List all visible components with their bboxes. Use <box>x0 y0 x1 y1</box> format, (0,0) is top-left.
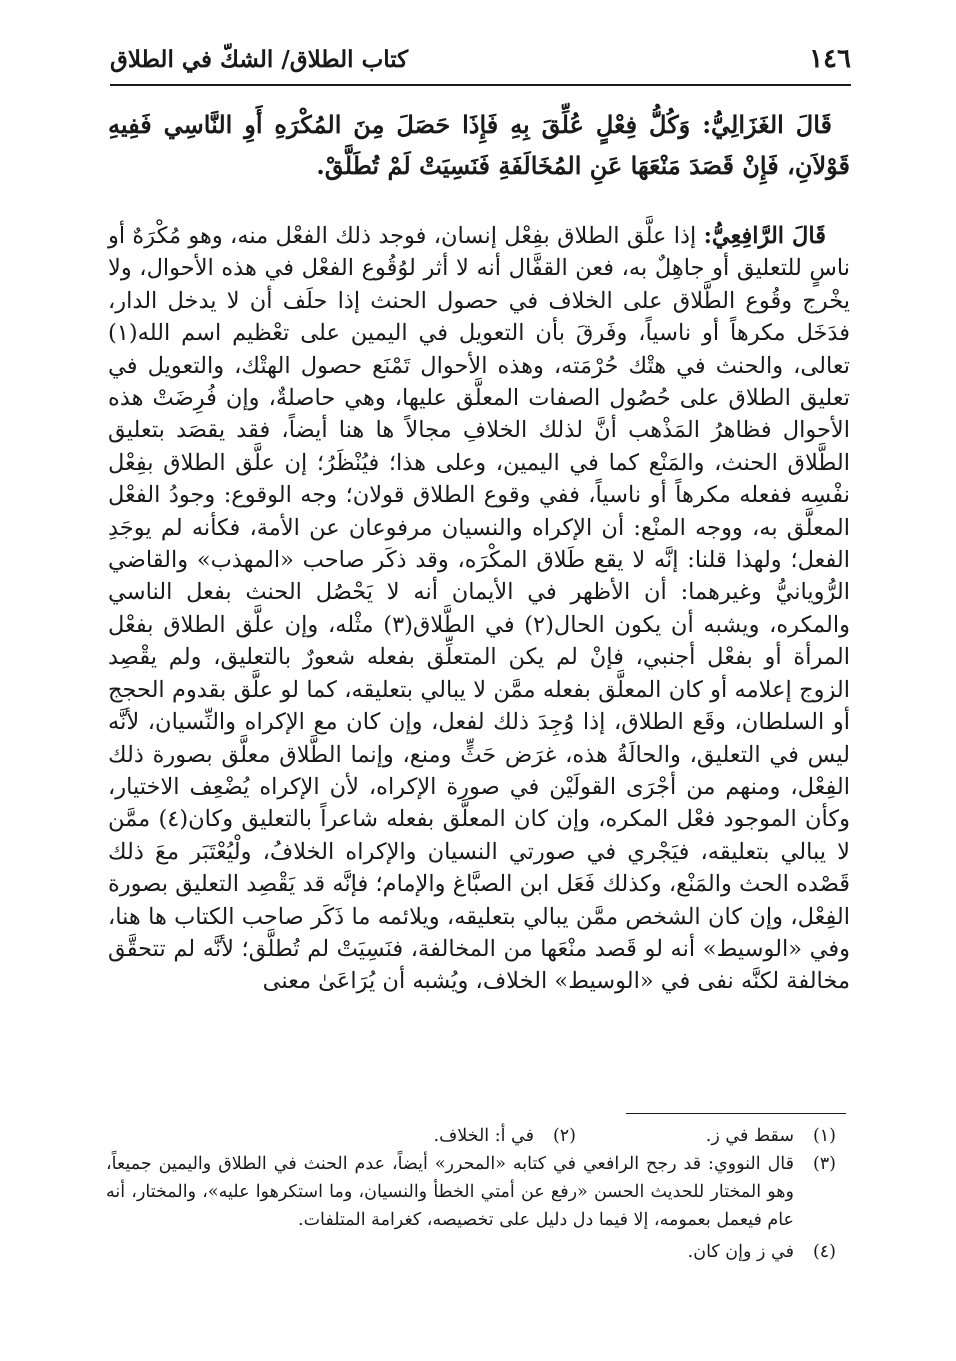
footnote-number: (٣) <box>812 1154 836 1174</box>
commentary-paragraph <box>108 220 850 998</box>
page-header <box>110 40 851 86</box>
footnote-number: (١) <box>812 1126 836 1146</box>
matn-text: وَكُلُّ فِعْلٍ عُلِّقَ بِهِ فَإِذَا حَصَلَ مِنَ المُكْرَهِ أَوِ النَّاسِي فَفِيهِ قَوْلاَنِ، فَإِنْ قَصَدَ مَنْعَهَا عَنِ المُخَالَفَةِ فَنَسِيَتْ لَمْ تُطَلَّقْ. <box>108 110 850 180</box>
page-number: ١٤٦ <box>809 44 851 74</box>
footnote-text: قال النووي: قد رجح الرافعي في كتابه «المحرر» أيضاً، عدم الحنث في الطلاق واليمين جميعاً، وهو المختار للحديث الحسن «رفع عن أمتي الخطأ والنسيان، وما استكرهوا عليه»، والمختار، أنه عام فيعمل بعمومه، إلا فيما دل دليل على تخصيصه، كغرامة المتلفات. <box>106 1154 794 1230</box>
footnote-divider <box>626 1113 846 1114</box>
footnote-4 <box>106 1238 836 1266</box>
footnote-text: سقط في ز. <box>705 1126 794 1146</box>
footnote-text: في أ: الخلاف. <box>433 1126 534 1146</box>
footnote-row-1-2 <box>106 1122 836 1150</box>
commentary-speaker: قَالَ الرَّافِعِيُّ: <box>703 223 826 249</box>
footnote-1 <box>576 1122 836 1150</box>
commentary-text: إذا علَّق الطلاق بفِعْل إنسان، فوجد ذلك الفعْل منه، وهو مُكْرَهٌ أو ناسٍ للتعليق أو جاهِلٌ به، فعن القفَّال أنه لا أثر لوُقُوع الفعْل في هذه الأحوال، ولا يخْرج وقُوع الطَّلاق على الخلاف في حصول الحنث إذا حلَف أن لا يدخل الدار، فدَخَل مكرهاً أو ناسياً، وفَرقَ بأن التعويل في اليمين على تعْظيم اسم الله(١) تعالى، والحنث في هتْك حُرْمَته، وهذه الأحوال تَمْنَع حصول الهتْك، والتعويل في تعليق الطلاق على حُصُول الصفات المعلَّق عليها، وهي حاصلةٌ، وإن فُرِضَتْ هذه الأحوال فظاهرُ المَذْهب أنَّ لذلك الخلافِ مجالاً ها هنا أيضاً، فقد يقصَد بتعليق الطَّلاق الحنث، والمَنْع كما في اليمين، وعلى هذا؛ فيُنْظَرُ؛ إن علَّق الطلاق بفِعْل نفْسِه ففعله مكرهاً أو ناسياً، ففي وقوع الطلاق قولان؛ وجه الوقوع: وجودُ الفعْل المعلَّق به، ووجه المنْع: أن الإكراه والنسيان مرفوعان عن الأمة، فكأنه لم يوجَدِ الفعل؛ ولهذا قلنا: إنَّه لا يقع طَلاق المكْرَه، وقد ذكَر صاحب «المهذب» والقاضي الرُّويانيُّ وغيرهما: أن الأظهر في الأيمان أنه لا يَحْصُل الحنث بفعل الناسي والمكره، ويشبه أن يكون الحال(٢) في الطَّلاق(٣) مثْله، وإن علَّق الطلاق بفعْل المرأة أو بفعْل أجنبي، فإنْ لم يكن المتعلِّق بفعله شعورٌ بالتعليق، ولم يقْصِد الزوج إعلامه أو كان المعلَّق بفعله ممَّن لا يبالي بتعليقه، كما لو علَّق بقدوم الحجج أو السلطان، وقَع الطلاق، إذا وُجِدَ ذلك لفعل، وإن كان مع الإكراه والنِّسيان، لأنَّه ليس في التعليق، والحالَةُ هذه، غرَض حَثٍّ ومنع، وإنما الطَّلاق معلَّق بصورة ذلك الفِعْل، ومنهم من أجْرَى القولَيْن في صورة الإكراه، لأن الإكراه يُضْعِف الاختيار، وكأن الموجود فعْل المكره، وإن كان المعلَّق بفعله شاعراً بالتعليق وكان(٤) ممَّن لا يبالي بتعليقه، فيَجْري في صورتي النسيان والإكراه الخلافُ، ولْيُعْتَبَر معَ ذلك قَصْده الحث والمَنْع، وكذلك فَعَل ابن الصبَّاغ والإمام؛ فإنَّه قد يَقْصِد التعليق بصورة الفِعْل، وإن كان الشخص ممَّن يبالي بتعليقه، ويلائمه ما ذَكَر صاحب الكتاب ها هنا، وفي «الوسيط» أنه لو قَصد منْعَها من المخالفة، فنَسِيَتْ لم تُطلَّق؛ لأنَّه لم تتحقَّق مخالفة لكنَّه نفى في «الوسيط» الخلاف، ويُشبه أن يُرَاعَىٰ معنى <box>108 223 850 995</box>
running-title: كتاب الطلاق/ الشكّ في الطلاق <box>110 46 409 73</box>
matn-paragraph <box>108 104 850 186</box>
footnote-3 <box>106 1150 836 1234</box>
footnotes <box>106 1122 836 1266</box>
matn-speaker: قَالَ الغَزَالِيُّ: <box>702 110 832 139</box>
footnote-text: في ز وإن كان. <box>687 1242 794 1262</box>
footnote-2 <box>316 1122 576 1150</box>
footnote-number: (٢) <box>552 1126 576 1146</box>
main-text <box>108 104 850 998</box>
footnote-number: (٤) <box>812 1242 836 1262</box>
